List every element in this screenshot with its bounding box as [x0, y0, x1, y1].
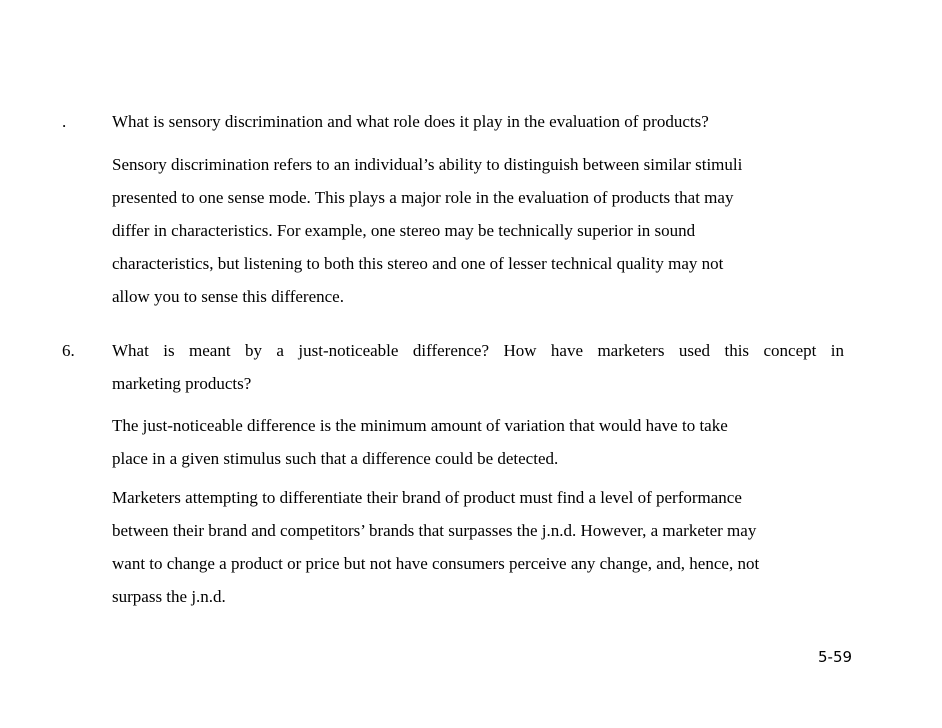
answer-line: place in a given stimulus such that a difference could be detected. [112, 449, 559, 468]
answer-line: presented to one sense mode. This plays a major role in the evaluation of products that may [112, 188, 734, 207]
answer-paragraph [112, 409, 844, 475]
question-number: . [62, 112, 67, 131]
answer-line: differ in characteristics. For example, one stereo may be technically superior in sound [112, 221, 696, 240]
question-line: What is meant by a just-noticeable difference? How have marketers used this concept in [112, 341, 844, 360]
question-text [112, 105, 844, 138]
answer-line: Sensory discrimination refers to an individual’s ability to distinguish between similar stimuli [112, 155, 743, 174]
answer-line: The just-noticeable difference is the minimum amount of variation that would have to take [112, 416, 728, 435]
page-number: 5-59 [818, 648, 853, 666]
answer-paragraph [112, 481, 844, 613]
answer-line: allow you to sense this difference. [112, 287, 344, 306]
answer-line: want to change a product or price but not have consumers perceive any change, and, hence, not [112, 554, 760, 573]
question-number: 6. [62, 341, 75, 360]
answer-paragraph [112, 148, 844, 313]
question-text [112, 334, 844, 400]
answer-line: surpass the j.n.d. [112, 587, 226, 606]
question-line: marketing products? [112, 374, 252, 393]
question-line: What is sensory discrimination and what role does it play in the evaluation of products? [112, 112, 709, 131]
answer-line: Marketers attempting to differentiate their brand of product must find a level of performance [112, 488, 742, 507]
answer-line: characteristics, but listening to both this stereo and one of lesser technical quality may not [112, 254, 724, 273]
answer-line: between their brand and competitors’ brands that surpasses the j.n.d. However, a marketer may [112, 521, 757, 540]
